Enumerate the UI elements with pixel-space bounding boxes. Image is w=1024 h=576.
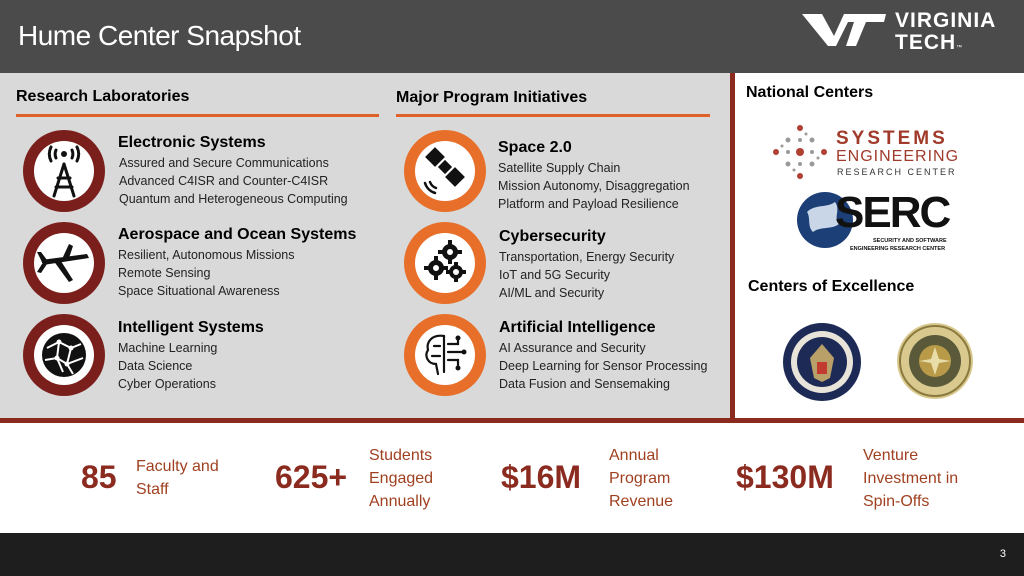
- lab-detail: Remote Sensing: [118, 266, 211, 280]
- brain-circuit-icon: [404, 314, 486, 396]
- stat-label: Annual Program Revenue: [609, 447, 674, 510]
- major-programs-underline: [396, 114, 710, 117]
- lab-detail: Resilient, Autonomous Missions: [118, 248, 295, 262]
- lab-detail: Advanced C4ISR and Counter-C4ISR: [119, 174, 329, 188]
- nsa-seal: [782, 322, 862, 402]
- footer-bar: [0, 533, 1024, 576]
- stat-value: $130M: [736, 459, 834, 495]
- centers-of-excellence-heading: Centers of Excellence: [748, 278, 915, 295]
- program-detail: AI/ML and Security: [499, 286, 605, 300]
- major-programs-heading: Major Program Initiatives: [396, 89, 588, 106]
- trademark-mark: ™: [956, 45, 964, 51]
- serc-sub-line-2: ENGINEERING RESEARCH CENTER: [850, 246, 946, 252]
- program-title: Space 2.0: [498, 139, 572, 156]
- lab-title: Intelligent Systems: [118, 319, 264, 336]
- stats-row: [0, 423, 1024, 533]
- page-title: Hume Center Snapshot: [18, 20, 301, 51]
- virginia-tech-logo: [800, 10, 1015, 60]
- serc-sub-line-1: SECURITY AND SOFTWARE: [873, 238, 947, 244]
- network-globe-icon: [23, 314, 105, 396]
- logo-line-1: VIRGINIA: [895, 9, 997, 32]
- program-detail: Platform and Payload Resilience: [498, 197, 679, 211]
- systems-engineering-logo: [770, 122, 980, 182]
- logo-line-2: TECH™: [895, 31, 964, 54]
- program-detail: Data Fusion and Sensemaking: [499, 377, 670, 391]
- satellite-icon: [404, 130, 486, 212]
- lab-title: Aerospace and Ocean Systems: [118, 226, 357, 243]
- program-detail: Transportation, Energy Security: [499, 250, 675, 264]
- lab-detail: Cyber Operations: [118, 377, 216, 391]
- research-labs-heading: Research Laboratories: [16, 88, 190, 105]
- lab-detail: Quantum and Heterogeneous Computing: [119, 192, 348, 206]
- program-title: Cybersecurity: [499, 228, 606, 245]
- stat-value: $16M: [501, 459, 582, 495]
- serc-logo: [795, 188, 970, 256]
- lab-detail: Assured and Secure Communications: [119, 156, 329, 170]
- sys-logo-line-2: ENGINEERING: [836, 148, 960, 165]
- dot-grid-icon: [770, 122, 830, 182]
- sys-logo-line-3: RESEARCH CENTER: [837, 167, 957, 177]
- page-number: 3: [999, 548, 1006, 560]
- program-title: Artificial Intelligence: [499, 319, 656, 336]
- radio-tower-icon: [23, 130, 105, 212]
- stat-label: Students Engaged Annually: [369, 447, 434, 510]
- lab-title: Electronic Systems: [118, 134, 266, 151]
- program-detail: Satellite Supply Chain: [498, 161, 621, 175]
- lab-detail: Machine Learning: [118, 341, 218, 355]
- stat-value: 625+: [275, 459, 348, 495]
- program-detail: IoT and 5G Security: [499, 268, 610, 282]
- vt-mark-icon: [800, 10, 890, 50]
- program-detail: Deep Learning for Sensor Processing: [499, 359, 708, 373]
- sys-logo-line-1: SYSTEMS: [836, 128, 948, 149]
- stat-label: Venture Investment in Spin-Offs: [863, 447, 959, 510]
- research-labs-underline: [16, 114, 379, 117]
- stat-label: Faculty and Staff: [136, 458, 219, 498]
- program-detail: AI Assurance and Security: [499, 341, 646, 355]
- lab-detail: Space Situational Awareness: [118, 284, 280, 298]
- drone-icon: [23, 222, 105, 304]
- program-detail: Mission Autonomy, Disaggregation: [498, 179, 690, 193]
- gears-icon: [404, 222, 486, 304]
- national-centers-heading: National Centers: [746, 84, 874, 101]
- stat-value: 85: [81, 459, 117, 495]
- serc-logo-text: SERC: [835, 188, 950, 237]
- lab-detail: Data Science: [118, 359, 193, 373]
- coe-seal: [896, 322, 974, 400]
- header-bar: [0, 0, 1024, 73]
